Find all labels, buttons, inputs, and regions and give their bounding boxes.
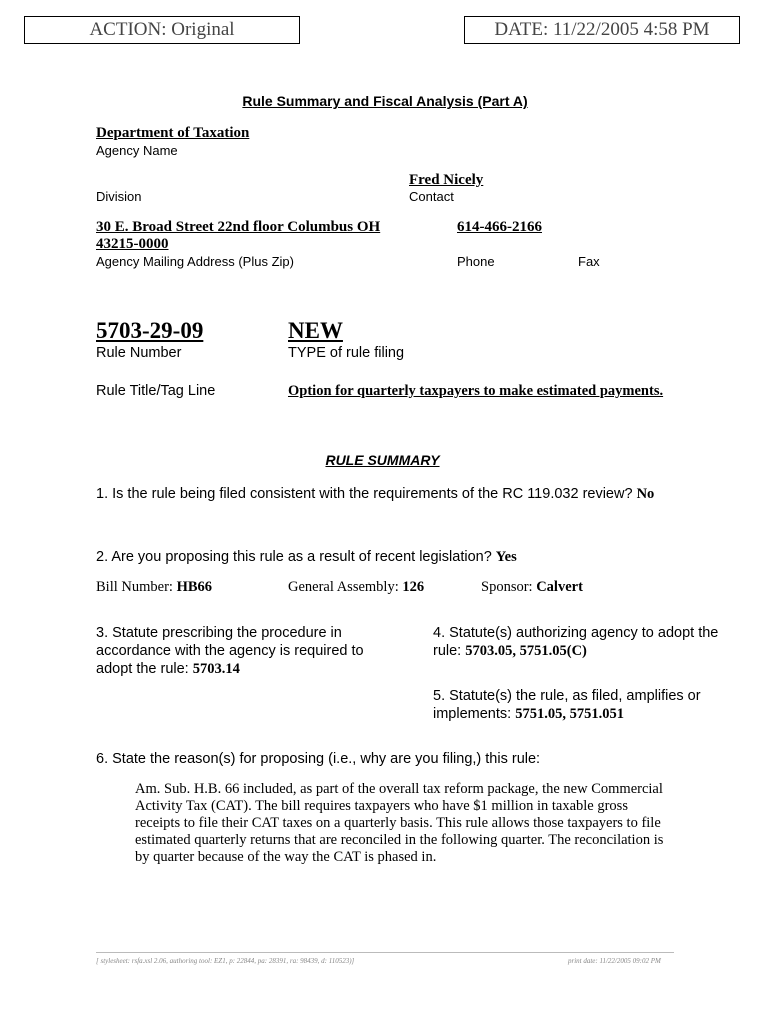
question-4 [433, 624, 723, 660]
general-assembly [288, 579, 424, 596]
question-3-answer: 5703.14 [192, 661, 240, 677]
question-4-answer: 5703.05, 5751.05(C) [465, 643, 587, 659]
question-6-answer: Am. Sub. H.B. 66 included, as part of the overall tax reform package, the new Commercial Activity Tax (CAT). The bill requires taxpayers who have $1 million in taxable gross receipts to file their CAT taxes on a quarterly basis. This rule allows those taxpayers to file estimated quarterly returns that are reconciled in the following quarter. The reconcilation is by quarter because of the way the CAT is phased in. [135, 781, 664, 865]
sponsor-value: Calvert [536, 579, 583, 595]
general-assembly-value: 126 [402, 579, 425, 595]
phone-label: Phone [457, 254, 495, 269]
general-assembly-label: General Assembly: [288, 579, 399, 595]
phone-value: 614-466-2166 [457, 219, 542, 235]
contact-label: Contact [409, 189, 454, 204]
question-3-text: 3. Statute prescribing the procedure in accordance with the agency is required to adopt the rule: [96, 625, 364, 677]
contact-value: Fred Nicely [409, 172, 484, 188]
question-4-text: 4. Statute(s) authorizing agency to adopt the rule: [433, 625, 719, 659]
question-2-answer: Yes [495, 549, 517, 565]
rule-number-label: Rule Number [96, 345, 182, 361]
footer-divider [96, 952, 674, 953]
address-label: Agency Mailing Address (Plus Zip) [96, 254, 294, 269]
division-label: Division [96, 189, 142, 204]
date-box: DATE: 11/22/2005 4:58 PM [464, 16, 740, 44]
rule-title-label: Rule Title/Tag Line [96, 383, 216, 399]
action-box: ACTION: Original [24, 16, 300, 44]
fax-label: Fax [578, 254, 600, 269]
question-3 [96, 624, 391, 678]
rule-summary-heading: RULE SUMMARY [325, 452, 440, 468]
question-2 [96, 548, 696, 566]
rule-type-label: TYPE of rule filing [288, 345, 405, 361]
rule-title-value: Option for quarterly taxpayers to make estimated payments. [288, 383, 664, 399]
rule-type-value: NEW [288, 318, 343, 343]
sponsor-label: Sponsor: [481, 579, 533, 595]
footer-print-date: print date: 11/22/2005 09:02 PM [568, 957, 661, 965]
question-1-text: 1. Is the rule being filed consistent with the requirements of the RC 119.032 review? [96, 486, 633, 502]
question-6-text: 6. State the reason(s) for proposing (i.e., why are you filing,) this rule: [96, 751, 541, 767]
agency-name-value: Department of Taxation [96, 125, 250, 141]
footer-stylesheet-info: [ stylesheet: rsfa.xsl 2.06, authoring tool: EZ1, p: 22844, pa: 28391, ra: 98439, d: 110523)] [96, 957, 355, 965]
rule-number-value: 5703-29-09 [96, 318, 204, 343]
bill-number-value: HB66 [176, 579, 213, 595]
bill-number [96, 579, 212, 596]
question-5-answer: 5751.05, 5751.051 [515, 706, 624, 722]
question-5 [433, 687, 723, 723]
agency-name-label: Agency Name [96, 143, 178, 158]
bill-number-label: Bill Number: [96, 579, 173, 595]
question-1-answer: No [636, 486, 655, 502]
sponsor [481, 579, 583, 596]
question-2-text: 2. Are you proposing this rule as a result of recent legislation? [96, 549, 492, 565]
address-value: 30 E. Broad Street 22nd floor Columbus OH 43215-0000 [96, 219, 381, 252]
question-5-text: 5. Statute(s) the rule, as filed, amplifies or implements: [433, 688, 701, 722]
question-1 [96, 485, 656, 503]
page-title: Rule Summary and Fiscal Analysis (Part A) [242, 93, 528, 109]
